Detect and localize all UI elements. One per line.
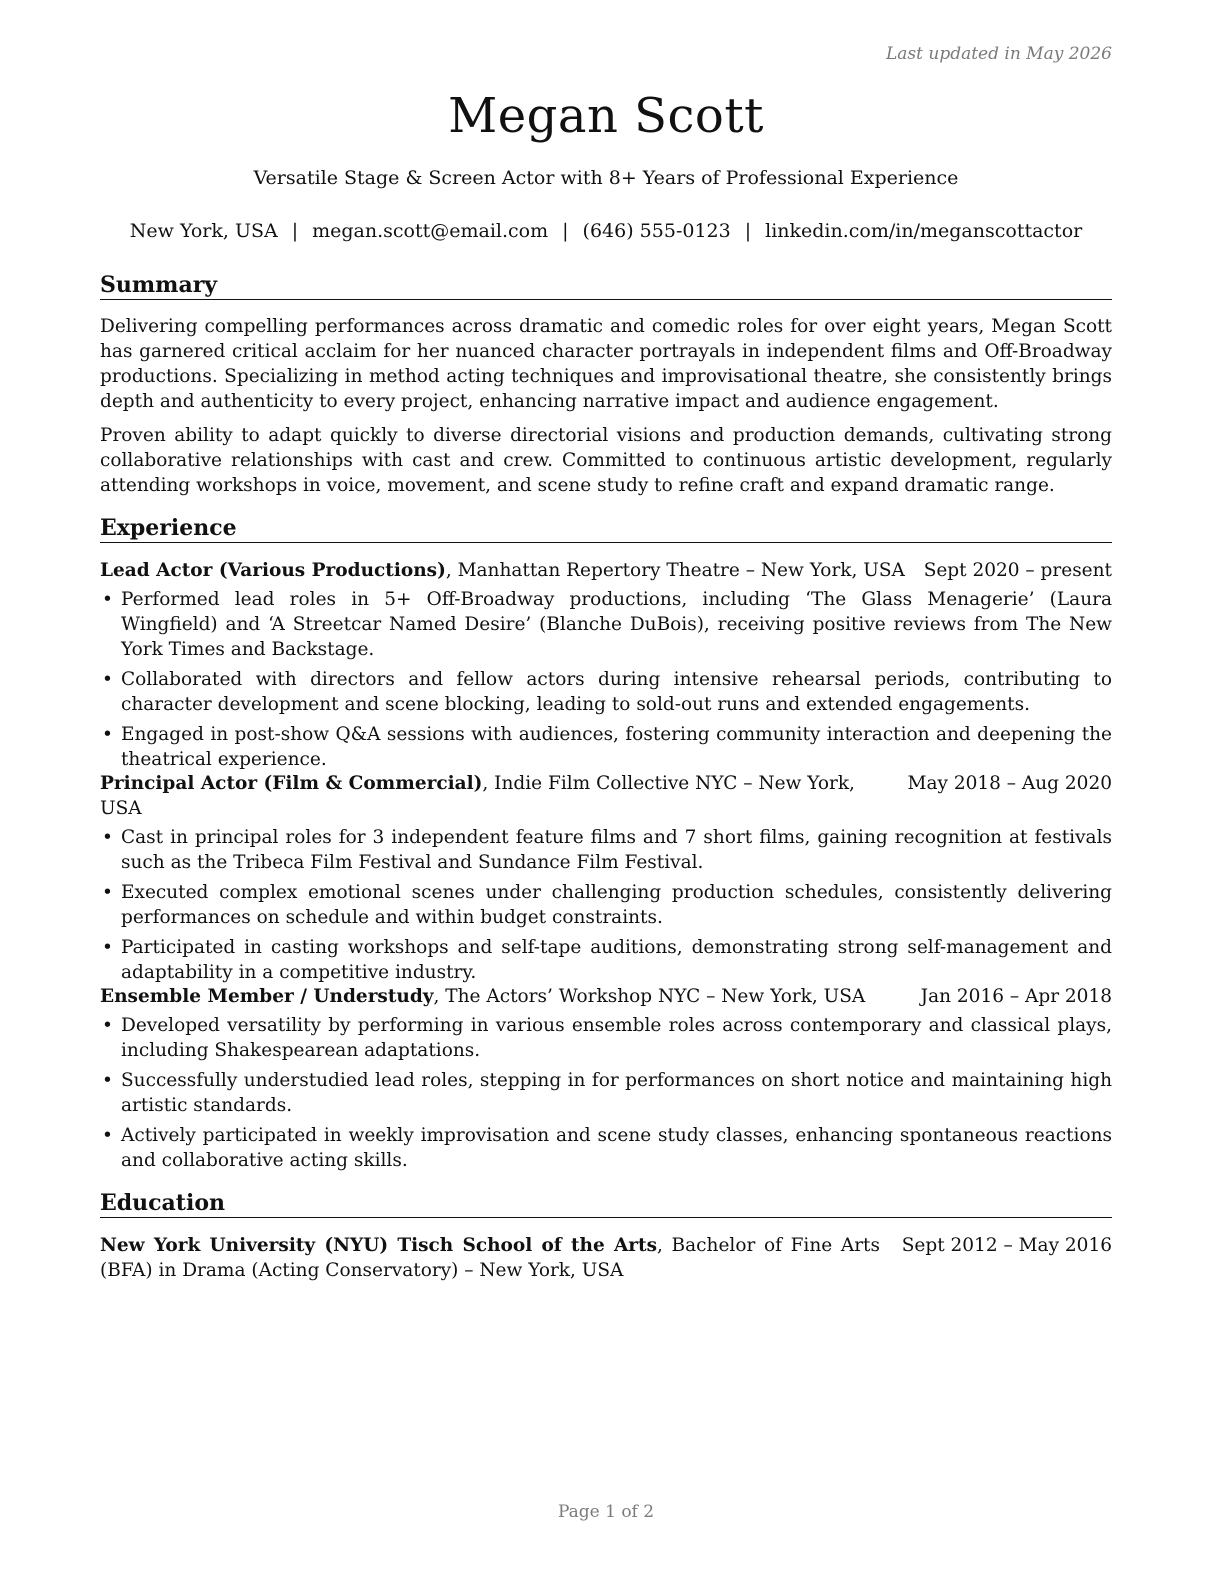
job-header: [100, 984, 1112, 1009]
job-entry: [100, 984, 1112, 1178]
job-dates: May 2018 – Aug 2020: [907, 773, 1112, 794]
contact-phone[interactable]: (646) 555-0123: [582, 220, 731, 242]
summary-section: [100, 314, 1112, 507]
job-bullet: • Collaborated with directors and fellow actors during intensive rehearsal periods, contributing to character development and scene blocking, leading to sold-out runs and extended engagements.: [100, 667, 1112, 717]
candidate-tagline: Versatile Stage & Screen Actor with 8+ Years of Professional Experience: [253, 167, 959, 189]
job-bullet: • Executed complex emotional scenes under challenging production schedules, consistently delivering performances on schedule and within budget constraints.: [100, 880, 1112, 930]
education-entry: [100, 1233, 1112, 1283]
job-entry: [100, 558, 1112, 777]
job-bullet: • Actively participated in weekly improvisation and scene study classes, enhancing spontaneous reactions and collaborative acting skills.: [100, 1123, 1112, 1173]
candidate-name: Megan Scott: [448, 88, 764, 144]
last-updated-note: Last updated in May 2026: [885, 44, 1112, 64]
job-organization: , Indie Film Collective NYC – New York, USA: [100, 773, 855, 819]
job-bullets: [100, 1013, 1112, 1173]
job-header: [100, 771, 1112, 821]
page-number: Page 1 of 2: [557, 1502, 655, 1522]
job-bullet: • Engaged in post-show Q&A sessions with audiences, fostering community interaction and deepening the theatrical experience.: [100, 722, 1112, 772]
summary-heading: Summary: [100, 271, 1112, 300]
summary-paragraph: Delivering compelling performances across dramatic and comedic roles for over eight years, Megan Scott has garnered critical acclaim for her nuanced character portrayals in independent films and Off-Broadway productions. Specializing in method acting techniques and improvisational theatre, she consistently brings depth and authenticity to every project, enhancing narrative impact and audience engagement.: [100, 316, 1112, 412]
job-role: Lead Actor (Various Productions): [100, 560, 446, 581]
job-bullets: [100, 825, 1112, 985]
education-heading: Education: [100, 1189, 1112, 1218]
job-dates: Jan 2016 – Apr 2018: [920, 986, 1112, 1007]
contact-separator: |: [291, 220, 299, 242]
job-entry: [100, 771, 1112, 990]
job-dates: Sept 2020 – present: [923, 560, 1112, 581]
contact-separator: |: [744, 220, 752, 242]
job-role: Principal Actor (Film & Commercial): [100, 773, 483, 794]
job-organization: , Manhattan Repertory Theatre – New York, USA: [445, 560, 905, 581]
job-bullet: • Developed versatility by performing in various ensemble roles across contemporary and classical plays, including Shakespearean adaptations.: [100, 1013, 1112, 1063]
contact-linkedin[interactable]: linkedin.com/in/meganscottactor: [765, 220, 1083, 242]
job-bullet: • Performed lead roles in 5+ Off-Broadway productions, including ‘The Glass Menagerie’ (Laura Wingfield) and ‘A Streetcar Named Desire’ (Blanche DuBois), receiving positive reviews from The New York Times and Backstage.: [100, 587, 1112, 662]
job-role: Ensemble Member / Understudy: [100, 986, 434, 1007]
summary-paragraph: Proven ability to adapt quickly to diverse directorial visions and production demands, cultivating strong collaborative relationships with cast and crew. Committed to continuous artistic development, regularly attending workshops in voice, movement, and scene study to refine craft and expand dramatic range.: [100, 425, 1112, 496]
job-bullet: • Cast in principal roles for 3 independent feature films and 7 short films, gaining recognition at festivals such as the Tribeca Film Festival and Sundance Film Festival.: [100, 825, 1112, 875]
job-organization: , The Actors’ Workshop NYC – New York, USA: [433, 986, 866, 1007]
job-bullet: • Successfully understudied lead roles, stepping in for performances on short notice and maintaining high artistic standards.: [100, 1068, 1112, 1118]
contact-line: [100, 220, 1112, 242]
contact-email[interactable]: megan.scott@email.com: [312, 220, 549, 242]
education-degree: , Bachelor of Fine Arts (BFA) in Drama (Acting Conservatory) – New York, USA: [100, 1235, 880, 1281]
experience-heading: Experience: [100, 514, 1112, 543]
education-dates: Sept 2012 – May 2016: [901, 1235, 1112, 1256]
education-school: New York University (NYU) Tisch School of the Arts: [100, 1235, 658, 1256]
job-header: [100, 558, 1112, 583]
contact-location: New York, USA: [129, 220, 278, 242]
resume-page: [100, 0, 1112, 1584]
job-bullets: [100, 587, 1112, 772]
contact-separator: |: [562, 220, 569, 242]
job-bullet: • Participated in casting workshops and self-tape auditions, demonstrating strong self-management and adaptability in a competitive industry.: [100, 935, 1112, 985]
